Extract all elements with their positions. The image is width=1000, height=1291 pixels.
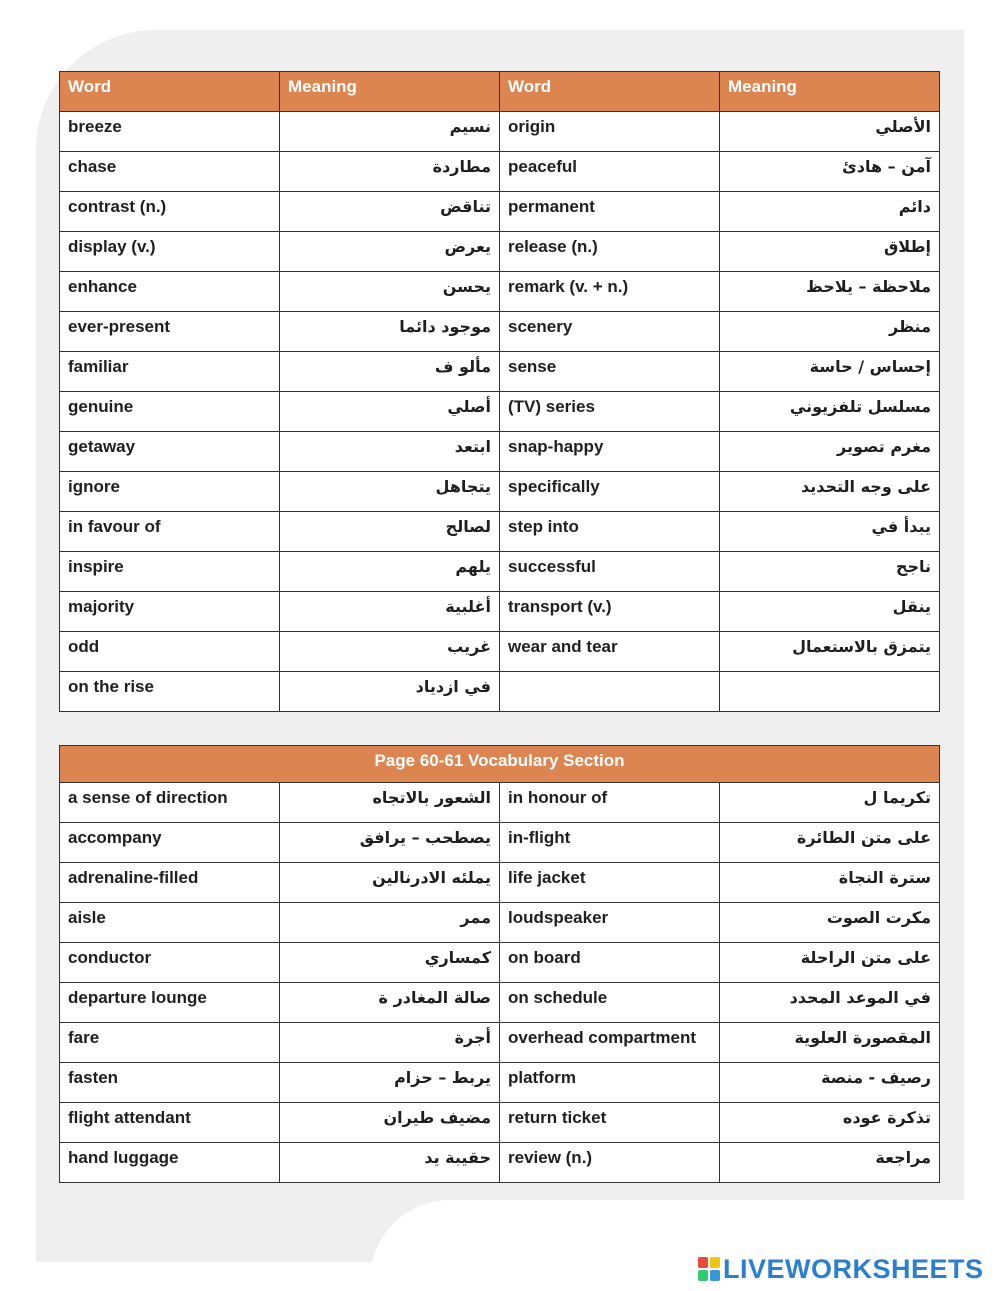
table-row [60, 112, 940, 152]
meaning-cell: مألو ف [280, 352, 500, 392]
word-cell: fare [60, 1023, 280, 1063]
meaning-cell: الأصلي [720, 112, 940, 152]
word-cell: origin [500, 112, 720, 152]
word-cell: a sense of direction [60, 783, 280, 823]
meaning-cell: يملئه الادرنالين [280, 863, 500, 903]
table-row [60, 152, 940, 192]
meaning-cell: يصطحب – يرافق [280, 823, 500, 863]
meaning-cell: المقصورة العلوية [720, 1023, 940, 1063]
meaning-cell: منظر [720, 312, 940, 352]
meaning-cell: إطلاق [720, 232, 940, 272]
meaning-cell: يبدأ في [720, 512, 940, 552]
meaning-cell: إحساس / حاسة [720, 352, 940, 392]
table-row [60, 672, 940, 712]
meaning-cell: حقيبة يد [280, 1143, 500, 1183]
word-cell: peaceful [500, 152, 720, 192]
meaning-cell: مسلسل تلفزيوني [720, 392, 940, 432]
meaning-cell: يتجاهل [280, 472, 500, 512]
meaning-cell: على متن الراحلة [720, 943, 940, 983]
word-cell: familiar [60, 352, 280, 392]
word-cell: platform [500, 1063, 720, 1103]
word-cell: scenery [500, 312, 720, 352]
meaning-cell: مضيف طيران [280, 1103, 500, 1143]
meaning-cell: مطاردة [280, 152, 500, 192]
table-row [60, 192, 940, 232]
vocabulary-table-2 [59, 745, 940, 1183]
meaning-cell: على متن الطائرة [720, 823, 940, 863]
word-cell: return ticket [500, 1103, 720, 1143]
word-cell: breeze [60, 112, 280, 152]
header-meaning-2: Meaning [720, 72, 940, 112]
table-row [60, 592, 940, 632]
table-body [60, 783, 940, 1183]
meaning-cell: لصالح [280, 512, 500, 552]
word-cell: chase [60, 152, 280, 192]
meaning-cell: يتمزق بالاستعمال [720, 632, 940, 672]
table-row [60, 312, 940, 352]
table-row [60, 823, 940, 863]
meaning-cell: تكريما ل [720, 783, 940, 823]
meaning-cell: تذكرة عوده [720, 1103, 940, 1143]
word-cell: getaway [60, 432, 280, 472]
word-cell: display (v.) [60, 232, 280, 272]
meaning-cell: يلهم [280, 552, 500, 592]
section-title-row [60, 746, 940, 783]
meaning-cell: ملاحظة – يلاحظ [720, 272, 940, 312]
meaning-cell: يربط – حزام [280, 1063, 500, 1103]
meaning-cell: ممر [280, 903, 500, 943]
meaning-cell [720, 672, 940, 712]
table-row [60, 472, 940, 512]
word-cell: ever-present [60, 312, 280, 352]
word-cell: overhead compartment [500, 1023, 720, 1063]
meaning-cell: في ازدياد [280, 672, 500, 712]
word-cell: fasten [60, 1063, 280, 1103]
meaning-cell: أغلبية [280, 592, 500, 632]
table-row [60, 983, 940, 1023]
word-cell: departure lounge [60, 983, 280, 1023]
word-cell: contrast (n.) [60, 192, 280, 232]
table-body [60, 112, 940, 712]
word-cell: majority [60, 592, 280, 632]
meaning-cell: دائم [720, 192, 940, 232]
word-cell: (TV) series [500, 392, 720, 432]
section-title: Page 60-61 Vocabulary Section [60, 746, 940, 783]
table-row [60, 1063, 940, 1103]
word-cell: in honour of [500, 783, 720, 823]
meaning-cell: ناجح [720, 552, 940, 592]
meaning-cell: ابتعد [280, 432, 500, 472]
word-cell: genuine [60, 392, 280, 432]
meaning-cell: الشعور بالاتجاه [280, 783, 500, 823]
word-cell: wear and tear [500, 632, 720, 672]
word-cell: on the rise [60, 672, 280, 712]
meaning-cell: يحسن [280, 272, 500, 312]
meaning-cell: على وجه التحديد [720, 472, 940, 512]
word-cell: remark (v. + n.) [500, 272, 720, 312]
logo-text: LIVEWORKSHEETS [723, 1254, 984, 1284]
word-cell: transport (v.) [500, 592, 720, 632]
table-row [60, 1103, 940, 1143]
word-cell: enhance [60, 272, 280, 312]
word-cell: aisle [60, 903, 280, 943]
header-word-2: Word [500, 72, 720, 112]
word-cell: sense [500, 352, 720, 392]
meaning-cell: سترة النجاة [720, 863, 940, 903]
meaning-cell: في الموعد المحدد [720, 983, 940, 1023]
table-header-row [60, 72, 940, 112]
word-cell [500, 672, 720, 712]
table-row [60, 1023, 940, 1063]
word-cell: inspire [60, 552, 280, 592]
word-cell: hand luggage [60, 1143, 280, 1183]
meaning-cell: رصيف - منصة [720, 1063, 940, 1103]
meaning-cell: غريب [280, 632, 500, 672]
word-cell: review (n.) [500, 1143, 720, 1183]
meaning-cell: تناقض [280, 192, 500, 232]
word-cell: in favour of [60, 512, 280, 552]
meaning-cell: صالة المغادر ة [280, 983, 500, 1023]
word-cell: ignore [60, 472, 280, 512]
word-cell: flight attendant [60, 1103, 280, 1143]
word-cell: specifically [500, 472, 720, 512]
word-cell: release (n.) [500, 232, 720, 272]
word-cell: in-flight [500, 823, 720, 863]
meaning-cell: كمساري [280, 943, 500, 983]
word-cell: snap-happy [500, 432, 720, 472]
table-row [60, 392, 940, 432]
meaning-cell: مغرم تصوير [720, 432, 940, 472]
table-row [60, 863, 940, 903]
meaning-cell: ينقل [720, 592, 940, 632]
word-cell: accompany [60, 823, 280, 863]
header-word-1: Word [60, 72, 280, 112]
meaning-cell: أصلي [280, 392, 500, 432]
meaning-cell: أجرة [280, 1023, 500, 1063]
table-row [60, 512, 940, 552]
table-row [60, 903, 940, 943]
liveworksheets-logo-icon [698, 1257, 720, 1281]
table-row [60, 272, 940, 312]
meaning-cell: آمن – هادئ [720, 152, 940, 192]
table-row [60, 552, 940, 592]
word-cell: on board [500, 943, 720, 983]
meaning-cell: موجود دائما [280, 312, 500, 352]
liveworksheets-logo[interactable] [698, 1256, 984, 1282]
table-row [60, 232, 940, 272]
table-row [60, 432, 940, 472]
table-row [60, 632, 940, 672]
table-row [60, 352, 940, 392]
word-cell: odd [60, 632, 280, 672]
word-cell: on schedule [500, 983, 720, 1023]
word-cell: step into [500, 512, 720, 552]
vocabulary-table-1 [59, 71, 940, 712]
meaning-cell: مراجعة [720, 1143, 940, 1183]
word-cell: successful [500, 552, 720, 592]
word-cell: permanent [500, 192, 720, 232]
word-cell: adrenaline-filled [60, 863, 280, 903]
table-row [60, 943, 940, 983]
word-cell: life jacket [500, 863, 720, 903]
meaning-cell: يعرض [280, 232, 500, 272]
table-row [60, 1143, 940, 1183]
table-row [60, 783, 940, 823]
meaning-cell: مكرت الصوت [720, 903, 940, 943]
meaning-cell: نسيم [280, 112, 500, 152]
word-cell: loudspeaker [500, 903, 720, 943]
header-meaning-1: Meaning [280, 72, 500, 112]
word-cell: conductor [60, 943, 280, 983]
